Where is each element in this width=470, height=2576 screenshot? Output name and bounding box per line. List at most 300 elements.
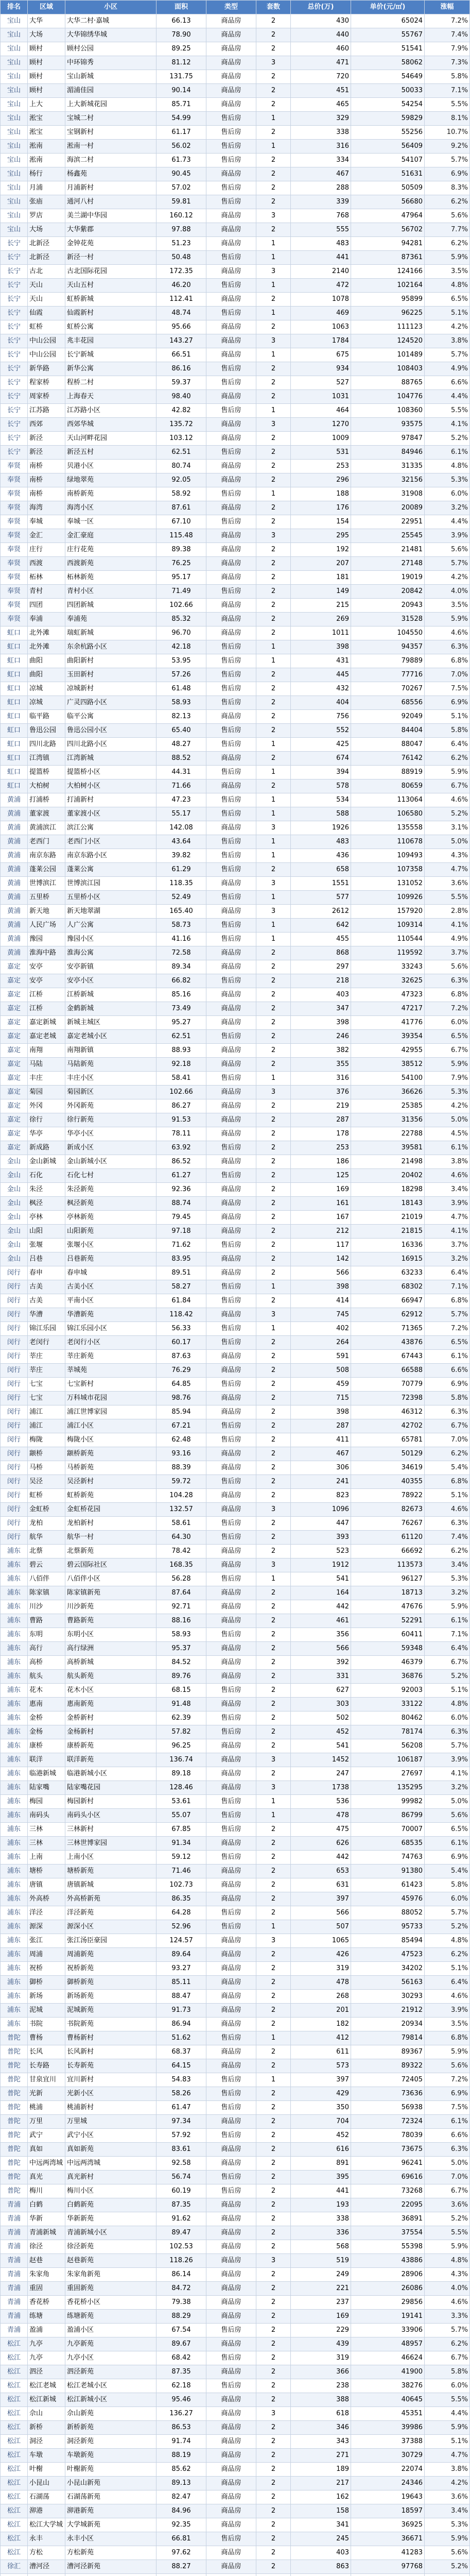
- cell-subdistrict: 新天地: [28, 905, 65, 919]
- cell-type: 售后房: [206, 1572, 256, 1586]
- cell-type: 商品房: [206, 42, 256, 56]
- cell-district: 闵行: [1, 1294, 28, 1308]
- header-type: 类型: [206, 1, 256, 14]
- cell-type: 商品房: [206, 779, 256, 793]
- cell-subdistrict: 浦江: [28, 1405, 65, 1419]
- cell-change: 5.6%: [425, 960, 470, 974]
- cell-type: 售后房: [206, 307, 256, 320]
- header-rank: 排名: [1, 1, 28, 14]
- cell-total-price: 395: [291, 2171, 351, 2184]
- cell-total-price: 393: [291, 1531, 351, 1545]
- cell-community: 洋泾新苑: [65, 1906, 156, 1920]
- cell-change: 6.3%: [425, 1405, 470, 1419]
- cell-subdistrict: 高桥: [28, 1656, 65, 1670]
- cell-subdistrict: 三林: [28, 1823, 65, 1837]
- cell-community: 嘉定老城小区: [65, 1030, 156, 1044]
- cell-size: 71.46: [156, 1865, 206, 1878]
- cell-total-price: 338: [291, 126, 351, 140]
- cell-unit-price: 66947: [351, 1294, 425, 1308]
- cell-change: 6.0%: [425, 1016, 470, 1030]
- cell-type: 售后房: [206, 807, 256, 821]
- cell-size: 92.36: [156, 1183, 206, 1197]
- cell-unit-price: 25545: [351, 529, 425, 543]
- cell-total-price: 1096: [291, 1503, 351, 1517]
- cell-community: 金鹤新城: [65, 1002, 156, 1016]
- cell-community: 锦江乐园小区: [65, 1322, 156, 1336]
- cell-total-price: 442: [291, 1600, 351, 1614]
- cell-change: 4.4%: [425, 515, 470, 529]
- cell-community: 提篮桥小区: [65, 766, 156, 779]
- cell-change: 6.8%: [425, 2031, 470, 2045]
- cell-rooms: 2: [256, 1642, 291, 1656]
- cell-community: 赵巷新苑: [65, 2254, 156, 2268]
- cell-change: 4.6%: [425, 1503, 470, 1517]
- cell-district: 奉贤: [1, 585, 28, 599]
- cell-type: 售后房: [206, 515, 256, 529]
- cell-type: 商品房: [206, 1781, 256, 1795]
- cell-subdistrict: 石化: [28, 1169, 65, 1183]
- cell-district: 奉贤: [1, 613, 28, 626]
- cell-district: 黄浦: [1, 891, 28, 905]
- cell-district: 长宁: [1, 418, 28, 432]
- cell-total-price: 356: [291, 1628, 351, 1642]
- cell-community: 陆家嘴花园: [65, 1781, 156, 1795]
- cell-district: 虹口: [1, 710, 28, 724]
- cell-change: 7.4%: [425, 1531, 470, 1545]
- cell-type: 售后房: [206, 2324, 256, 2337]
- cell-district: 嘉定: [1, 1044, 28, 1058]
- cell-type: 商品房: [206, 28, 256, 42]
- cell-subdistrict: 虹桥: [28, 320, 65, 334]
- cell-type: 售后房: [206, 891, 256, 905]
- cell-change: 6.6%: [425, 376, 470, 390]
- cell-total-price: 207: [291, 557, 351, 571]
- cell-total-price: 568: [291, 2240, 351, 2254]
- cell-total-price: 229: [291, 2324, 351, 2337]
- table-row: [1, 988, 470, 1002]
- cell-rooms: 2: [256, 1892, 291, 1906]
- cell-subdistrict: 新华路: [28, 362, 65, 376]
- cell-total-price: 264: [291, 1336, 351, 1350]
- cell-unit-price: 40355: [351, 1475, 425, 1489]
- cell-change: 7.0%: [425, 2171, 470, 2184]
- cell-change: 6.4%: [425, 1642, 470, 1656]
- cell-subdistrict: 真如: [28, 2143, 65, 2157]
- cell-subdistrict: 惠南: [28, 1698, 65, 1711]
- cell-total-price: 268: [291, 1990, 351, 2004]
- cell-change: 6.9%: [425, 696, 470, 710]
- cell-size: 82.47: [156, 2490, 206, 2504]
- cell-rooms: 3: [256, 1558, 291, 1572]
- cell-type: 商品房: [206, 1155, 256, 1169]
- cell-unit-price: 73675: [351, 2143, 425, 2157]
- header-total: 总价(万): [291, 1, 351, 14]
- table-row: [1, 2268, 470, 2282]
- cell-total-price: 445: [291, 668, 351, 682]
- cell-district: 虹口: [1, 766, 28, 779]
- cell-district: 奉贤: [1, 501, 28, 515]
- cell-change: 4.1%: [425, 1767, 470, 1781]
- cell-community: 梅川小区: [65, 2184, 156, 2198]
- cell-community: 虹桥公寓: [65, 320, 156, 334]
- cell-size: 64.28: [156, 1906, 206, 1920]
- cell-size: 61.73: [156, 154, 206, 167]
- cell-size: 128.46: [156, 1781, 206, 1795]
- cell-total-price: 534: [291, 793, 351, 807]
- table-row: [1, 1197, 470, 1211]
- table-row: [1, 2045, 470, 2059]
- cell-size: 62.39: [156, 1711, 206, 1725]
- cell-total-price: 611: [291, 2045, 351, 2059]
- cell-size: 88.93: [156, 1044, 206, 1058]
- cell-district: 奉贤: [1, 571, 28, 585]
- cell-district: 浦东: [1, 1990, 28, 2004]
- cell-unit-price: 109493: [351, 849, 425, 863]
- cell-district: 青浦: [1, 2226, 28, 2240]
- table-row: [1, 348, 470, 362]
- cell-type: 商品房: [206, 1392, 256, 1405]
- cell-rooms: 2: [256, 1183, 291, 1197]
- cell-type: 售后房: [206, 1419, 256, 1433]
- cell-district: 浦东: [1, 1767, 28, 1781]
- cell-subdistrict: 上南: [28, 1851, 65, 1865]
- cell-subdistrict: 甘泉宜川: [28, 2073, 65, 2087]
- cell-type: 商品房: [206, 2393, 256, 2407]
- cell-unit-price: 109314: [351, 919, 425, 933]
- cell-subdistrict: 西渡: [28, 557, 65, 571]
- cell-community: 永丰小区: [65, 2532, 156, 2546]
- cell-subdistrict: 赵巷: [28, 2254, 65, 2268]
- table-row: [1, 376, 470, 390]
- cell-type: 商品房: [206, 2115, 256, 2129]
- cell-change: 4.5%: [425, 1127, 470, 1141]
- cell-subdistrict: 顾村: [28, 42, 65, 56]
- cell-subdistrict: 安亭: [28, 960, 65, 974]
- cell-type: 商品房: [206, 2337, 256, 2351]
- cell-type: 售后房: [206, 1239, 256, 1252]
- cell-community: 惠南新苑: [65, 1698, 156, 1711]
- cell-district: 浦东: [1, 1614, 28, 1628]
- cell-size: 39.82: [156, 849, 206, 863]
- cell-subdistrict: 南码头: [28, 1809, 65, 1823]
- cell-rooms: 1: [256, 1322, 291, 1336]
- cell-district: 浦东: [1, 1558, 28, 1572]
- cell-unit-price: 72398: [351, 1392, 425, 1405]
- cell-type: 商品房: [206, 1405, 256, 1419]
- cell-type: 售后房: [206, 849, 256, 863]
- table-row: [1, 28, 470, 42]
- cell-size: 62.18: [156, 2379, 206, 2393]
- cell-community: 马陆新苑: [65, 1058, 156, 1072]
- cell-type: 商品房: [206, 626, 256, 640]
- cell-unit-price: 28906: [351, 2268, 425, 2282]
- cell-community: 宝钢新村: [65, 126, 156, 140]
- cell-district: 松江: [1, 2490, 28, 2504]
- cell-total-price: 451: [291, 84, 351, 98]
- cell-subdistrict: 淮海中路: [28, 946, 65, 960]
- cell-rooms: 2: [256, 70, 291, 84]
- cell-size: 56.74: [156, 2171, 206, 2184]
- cell-unit-price: 19643: [351, 2490, 425, 2504]
- cell-total-price: 297: [291, 960, 351, 974]
- cell-district: 黄浦: [1, 849, 28, 863]
- cell-unit-price: 77716: [351, 668, 425, 682]
- cell-district: 嘉定: [1, 1127, 28, 1141]
- cell-community: 凉城新村: [65, 682, 156, 696]
- cell-total-price: 431: [291, 654, 351, 668]
- cell-change: 5.6%: [425, 2546, 470, 2560]
- table-row: [1, 1628, 470, 1642]
- cell-district: 闵行: [1, 1447, 28, 1461]
- cell-size: 59.72: [156, 1475, 206, 1489]
- cell-change: 5.9%: [425, 2421, 470, 2435]
- cell-subdistrict: 高行: [28, 1642, 65, 1656]
- cell-total-price: 376: [291, 1086, 351, 1099]
- cell-type: 商品房: [206, 56, 256, 70]
- cell-unit-price: 106580: [351, 807, 425, 821]
- cell-subdistrict: 梅园: [28, 1795, 65, 1809]
- cell-subdistrict: 车墩: [28, 2449, 65, 2463]
- cell-community: 金钟花苑: [65, 237, 156, 251]
- cell-size: 136.27: [156, 2407, 206, 2421]
- table-row: [1, 1336, 470, 1350]
- cell-community: 临港新城小区: [65, 1767, 156, 1781]
- cell-subdistrict: 凉城: [28, 696, 65, 710]
- cell-total-price: 478: [291, 1976, 351, 1990]
- cell-size: 102.73: [156, 1878, 206, 1892]
- cell-district: 松江: [1, 2546, 28, 2560]
- cell-change: 4.6%: [425, 793, 470, 807]
- cell-size: 59.37: [156, 376, 206, 390]
- cell-district: 长宁: [1, 432, 28, 446]
- cell-rooms: 1: [256, 654, 291, 668]
- cell-rooms: 3: [256, 529, 291, 543]
- cell-subdistrict: 九亭: [28, 2351, 65, 2365]
- table-row: [1, 42, 470, 56]
- cell-change: 6.3%: [425, 1725, 470, 1739]
- cell-subdistrict: 外冈: [28, 1099, 65, 1113]
- cell-unit-price: 70007: [351, 1823, 425, 1837]
- cell-unit-price: 51541: [351, 42, 425, 56]
- cell-district: 金山: [1, 1155, 28, 1169]
- cell-community: 通河八村: [65, 195, 156, 209]
- cell-total-price: 350: [291, 2101, 351, 2115]
- cell-size: 86.35: [156, 1892, 206, 1906]
- cell-unit-price: 18597: [351, 2504, 425, 2518]
- cell-district: 闵行: [1, 1350, 28, 1364]
- table-row: [1, 933, 470, 946]
- cell-type: 售后房: [206, 1294, 256, 1308]
- cell-rooms: 3: [256, 1308, 291, 1322]
- cell-size: 63.92: [156, 1141, 206, 1155]
- cell-unit-price: 45976: [351, 1892, 425, 1906]
- cell-rooms: 2: [256, 710, 291, 724]
- cell-community: 天山五村: [65, 279, 156, 293]
- cell-total-price: 246: [291, 1030, 351, 1044]
- cell-rooms: 3: [256, 1781, 291, 1795]
- cell-change: 3.8%: [425, 334, 470, 348]
- cell-total-price: 452: [291, 1725, 351, 1739]
- cell-district: 长宁: [1, 320, 28, 334]
- cell-rooms: 2: [256, 1113, 291, 1127]
- cell-subdistrict: 古北: [28, 265, 65, 279]
- cell-rooms: 2: [256, 1545, 291, 1558]
- cell-size: 88.47: [156, 1990, 206, 2004]
- table-row: [1, 418, 470, 432]
- cell-community: 大学城新苑: [65, 2518, 156, 2532]
- cell-rooms: 2: [256, 543, 291, 557]
- cell-type: 售后房: [206, 2073, 256, 2087]
- cell-unit-price: 31528: [351, 613, 425, 626]
- cell-district: 嘉定: [1, 1099, 28, 1113]
- cell-type: 商品房: [206, 821, 256, 835]
- table-row: [1, 2254, 470, 2268]
- cell-community: 董家渡小区: [65, 807, 156, 821]
- table-row: [1, 640, 470, 654]
- cell-community: 碧云国际社区: [65, 1558, 156, 1572]
- cell-rooms: 2: [256, 988, 291, 1002]
- cell-subdistrict: 淞南: [28, 154, 65, 167]
- cell-unit-price: 26086: [351, 2282, 425, 2296]
- cell-district: 金山: [1, 1211, 28, 1225]
- cell-size: 78.90: [156, 28, 206, 42]
- table-row: [1, 1976, 470, 1990]
- cell-total-price: 541: [291, 1572, 351, 1586]
- cell-district: 普陀: [1, 2157, 28, 2171]
- cell-unit-price: 27697: [351, 1767, 425, 1781]
- cell-subdistrict: 桃浦: [28, 2101, 65, 2115]
- cell-type: 售后房: [206, 766, 256, 779]
- cell-unit-price: 94281: [351, 237, 425, 251]
- cell-change: 6.5%: [425, 1823, 470, 1837]
- cell-size: 66.81: [156, 2532, 206, 2546]
- cell-district: 黄浦: [1, 919, 28, 933]
- cell-size: 89.76: [156, 1670, 206, 1684]
- cell-subdistrict: 金桥: [28, 1711, 65, 1725]
- cell-change: 3.2%: [425, 1586, 470, 1600]
- cell-rooms: 2: [256, 613, 291, 626]
- cell-community: 金桥新村: [65, 1711, 156, 1725]
- cell-unit-price: 55398: [351, 2240, 425, 2254]
- cell-total-price: 176: [291, 501, 351, 515]
- cell-district: 浦东: [1, 1684, 28, 1698]
- table-row: [1, 2435, 470, 2449]
- cell-community: 龙柏新村: [65, 1517, 156, 1531]
- cell-rooms: 2: [256, 2365, 291, 2379]
- cell-size: 85.11: [156, 1976, 206, 1990]
- cell-total-price: 1009: [291, 432, 351, 446]
- cell-change: 5.0%: [425, 1113, 470, 1127]
- cell-rooms: 1: [256, 251, 291, 265]
- cell-unit-price: 56938: [351, 2101, 425, 2115]
- cell-unit-price: 25385: [351, 1099, 425, 1113]
- cell-unit-price: 27148: [351, 557, 425, 571]
- cell-district: 松江: [1, 2379, 28, 2393]
- cell-change: 6.1%: [425, 1614, 470, 1628]
- cell-type: 商品房: [206, 2365, 256, 2379]
- cell-community: 五里桥小区: [65, 891, 156, 905]
- table-row: [1, 891, 470, 905]
- cell-type: 商品房: [206, 320, 256, 334]
- table-row: [1, 154, 470, 167]
- cell-total-price: 411: [291, 1433, 351, 1447]
- cell-change: 7.2%: [425, 1322, 470, 1336]
- cell-type: 商品房: [206, 1447, 256, 1461]
- cell-size: 58.61: [156, 1517, 206, 1531]
- cell-size: 88.39: [156, 1461, 206, 1475]
- table-row: [1, 2324, 470, 2337]
- cell-subdistrict: 江苏路: [28, 404, 65, 418]
- cell-change: 5.5%: [425, 2226, 470, 2240]
- cell-community: 滨江公寓: [65, 821, 156, 835]
- cell-size: 92.58: [156, 2157, 206, 2171]
- cell-size: 81.12: [156, 56, 206, 70]
- cell-total-price: 459: [291, 1378, 351, 1392]
- cell-district: 浦东: [1, 1753, 28, 1767]
- table-row: [1, 2449, 470, 2463]
- cell-subdistrict: 曲阳: [28, 668, 65, 682]
- cell-size: 165.40: [156, 905, 206, 919]
- cell-unit-price: 36626: [351, 1086, 425, 1099]
- cell-district: 宝山: [1, 195, 28, 209]
- table-row: [1, 1865, 470, 1878]
- cell-subdistrict: 南翔: [28, 1044, 65, 1058]
- cell-size: 58.26: [156, 2087, 206, 2101]
- cell-size: 56.33: [156, 1322, 206, 1336]
- cell-district: 奉贤: [1, 557, 28, 571]
- cell-type: 售后房: [206, 835, 256, 849]
- cell-change: 6.1%: [425, 446, 470, 460]
- cell-total-price: 167: [291, 1211, 351, 1225]
- table-row: [1, 1600, 470, 1614]
- cell-rooms: 2: [256, 1851, 291, 1865]
- table-row: [1, 877, 470, 891]
- cell-total-price: 398: [291, 640, 351, 654]
- cell-size: 89.38: [156, 543, 206, 557]
- cell-size: 92.71: [156, 1600, 206, 1614]
- cell-subdistrict: [28, 2574, 65, 2576]
- cell-unit-price: 84946: [351, 446, 425, 460]
- cell-community: 江湾新城: [65, 752, 156, 766]
- table-row: [1, 752, 470, 766]
- cell-community: 东明小区: [65, 1628, 156, 1642]
- cell-total-price: 188: [291, 487, 351, 501]
- table-row: [1, 2226, 470, 2240]
- cell-change: 6.4%: [425, 1266, 470, 1280]
- cell-district: 闵行: [1, 1280, 28, 1294]
- table-row: [1, 2031, 470, 2045]
- cell-district: 浦东: [1, 1962, 28, 1976]
- cell-district: 虹口: [1, 682, 28, 696]
- cell-type: 商品房: [206, 2518, 256, 2532]
- cell-rooms: 2: [256, 571, 291, 585]
- cell-unit-price: 93575: [351, 418, 425, 432]
- table-row: [1, 1781, 470, 1795]
- table-row: [1, 1030, 470, 1044]
- cell-rooms: 2: [256, 2004, 291, 2018]
- cell-type: 商品房: [206, 1586, 256, 1600]
- cell-size: 89.67: [156, 2337, 206, 2351]
- cell-unit-price: 89322: [351, 2059, 425, 2073]
- cell-unit-price: 47523: [351, 1948, 425, 1962]
- cell-district: 浦东: [1, 1628, 28, 1642]
- cell-unit-price: 31908: [351, 487, 425, 501]
- cell-type: 售后房: [206, 181, 256, 195]
- cell-total-price: 891: [291, 2157, 351, 2171]
- cell-rooms: 2: [256, 1865, 291, 1878]
- cell-district: 宝山: [1, 56, 28, 70]
- cell-total-price: 566: [291, 1266, 351, 1280]
